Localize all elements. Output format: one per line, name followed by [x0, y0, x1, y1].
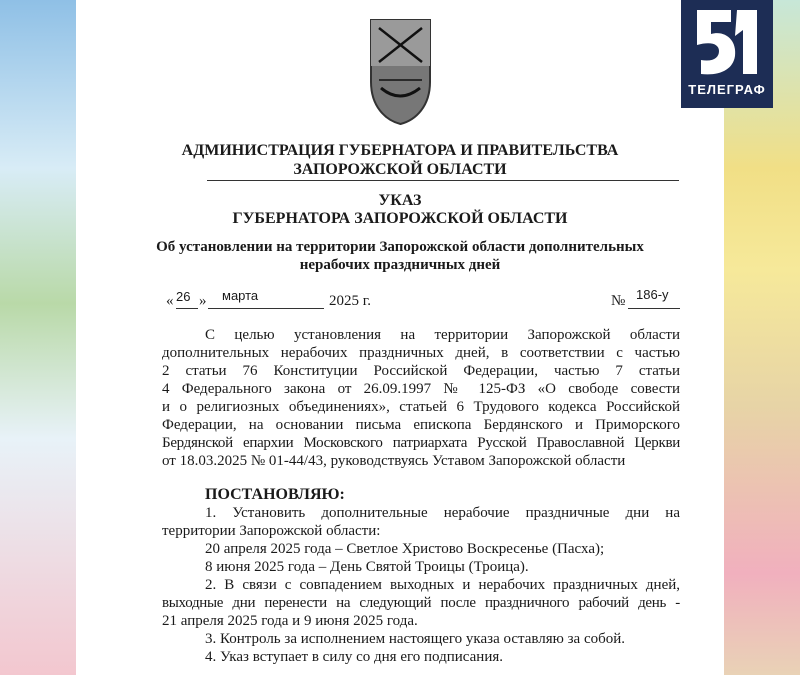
date-year: 2025 г.	[329, 293, 371, 309]
subject-line-1: Об установлении на территории Запорожской области дополнительных	[156, 239, 644, 255]
decree-number: 186-у	[636, 287, 669, 302]
header-line-2: ЗАПОРОЖСКОЙ ОБЛАСТИ	[293, 161, 507, 178]
item-line: 4. Указ вступает в силу со дня его подписания.	[205, 649, 503, 665]
item-line: территории Запорожской области:	[162, 523, 381, 539]
header-line-1: АДМИНИСТРАЦИЯ ГУБЕРНАТОРА И ПРАВИТЕЛЬСТВА	[181, 142, 619, 159]
item-line: выходные дни перенести на следующий после праздничного рабочий день -	[162, 595, 680, 611]
item-line: 8 июня 2025 года – День Святой Троицы (Троица).	[205, 559, 529, 575]
number-underline	[628, 308, 680, 309]
quote-close: »	[199, 293, 207, 309]
doc-type-line-2: ГУБЕРНАТОРА ЗАПОРОЖСКОЙ ОБЛАСТИ	[232, 210, 568, 227]
header-divider	[207, 180, 679, 181]
decree-heading: ПОСТАНОВЛЯЮ:	[205, 486, 345, 503]
preamble-line: 4 Федерального закона от 26.09.1997 № 125-ФЗ «О свободе совести	[162, 381, 680, 397]
logo-text: ТЕЛЕГРАФ	[688, 82, 766, 97]
number-label: №	[611, 293, 626, 309]
background-left	[0, 0, 76, 675]
telegraf-logo	[681, 0, 773, 108]
item-line: 3. Контроль за исполнением настоящего указа оставляю за собой.	[205, 631, 626, 647]
month-underline	[208, 308, 324, 309]
quote-open: «	[166, 293, 174, 309]
date-day: 26	[176, 289, 191, 304]
coat-of-arms-icon	[369, 18, 432, 126]
preamble-line: 2 статьи 76 Конституции Российской Федерации, частью 7 статьи	[162, 363, 680, 379]
item-line: 20 апреля 2025 года – Светлое Христово Воскресенье (Пасха);	[205, 541, 605, 557]
doc-type: УКАЗ	[378, 192, 422, 209]
item-line: 21 апреля 2025 года и 9 июня 2025 года.	[162, 613, 418, 629]
item-line: 2. В связи с совпадением выходных и нерабочих праздничных дней,	[205, 577, 680, 593]
subject-line-2: нерабочих праздничных дней	[299, 257, 501, 273]
preamble-line: С целью установления на территории Запорожской области	[205, 327, 680, 343]
preamble-line: и о религиозных объединениях», статьей 6 Трудового кодекса Российской	[162, 399, 680, 415]
preamble-line: Бердянской епархии Московского патриархата Русской Православной Церкви	[162, 435, 680, 451]
item-line: 1. Установить дополнительные нерабочие праздничные дни на	[205, 505, 680, 521]
preamble-line: дополнительных нерабочих праздничных дней, в соответствии с частью	[162, 345, 680, 361]
preamble-line: от 18.03.2025 № 01-44/43, руководствуясь Уставом Запорожской области	[162, 453, 626, 469]
day-underline	[176, 308, 198, 309]
preamble-line: Федерации, на основании письма епископа Бердянского и Приморского	[162, 417, 680, 433]
date-month: марта	[222, 288, 259, 303]
